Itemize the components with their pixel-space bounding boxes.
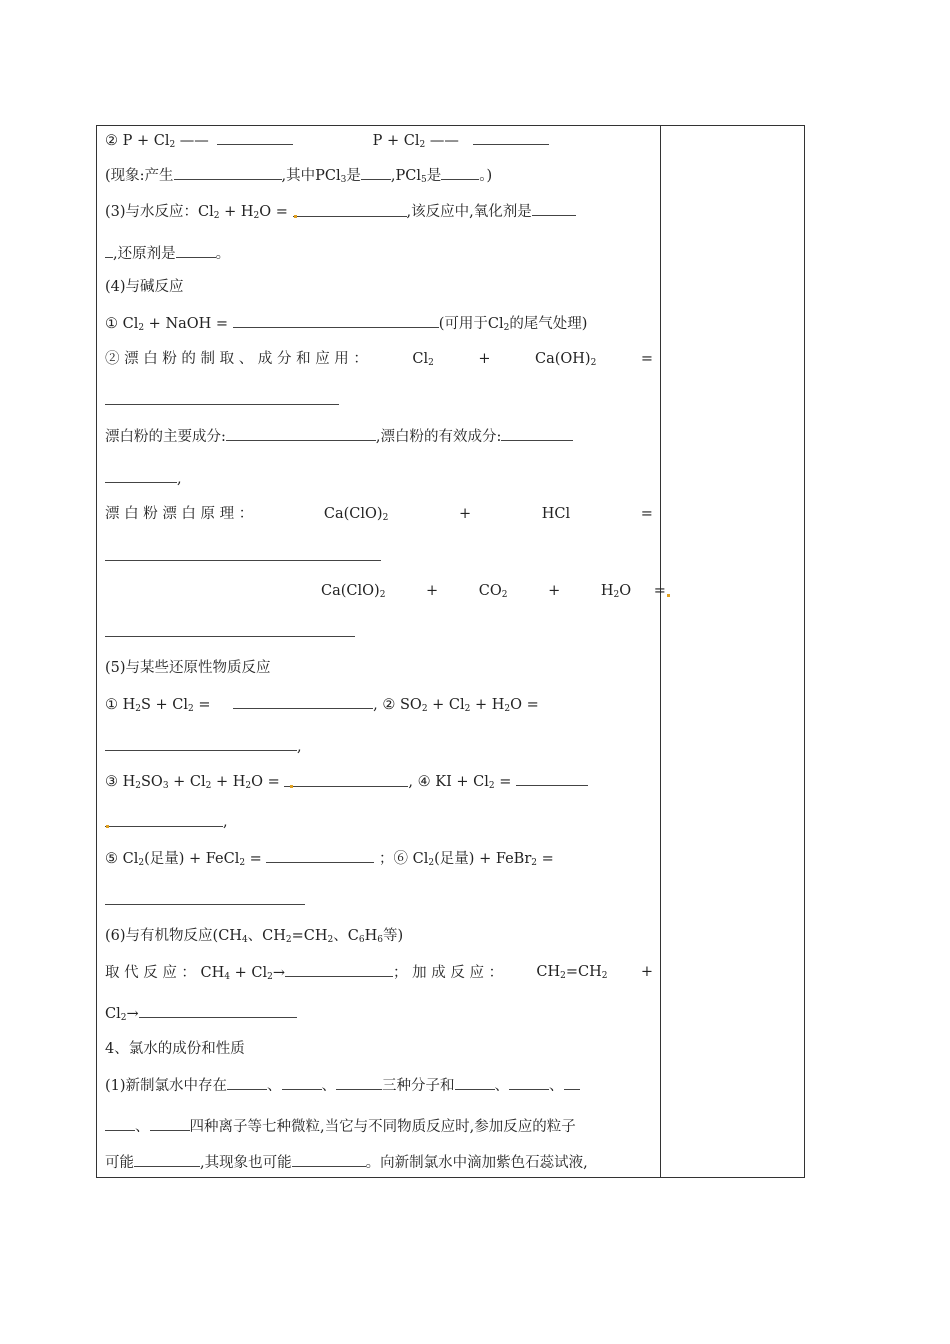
subscript: 2	[464, 704, 471, 714]
line-blank	[105, 812, 228, 832]
text: (5)与某些还原性物质反应	[105, 660, 271, 676]
text: O =	[251, 774, 285, 790]
blank[interactable]	[105, 546, 381, 561]
blank[interactable]	[282, 1075, 322, 1090]
blank[interactable]	[336, 1075, 382, 1090]
text: 。)	[479, 168, 493, 184]
text: (1)新制氯水中存在	[105, 1078, 228, 1094]
text: 等)	[383, 928, 404, 944]
text: ② P + Cl	[105, 133, 170, 149]
subscript: 2	[379, 590, 386, 600]
line-naoh	[105, 313, 587, 334]
text: Ca(ClO)	[323, 506, 383, 522]
line-substitution-addition	[105, 962, 653, 983]
subscript: 2	[135, 781, 141, 791]
blank[interactable]	[105, 1116, 135, 1131]
section-heading-organic	[105, 926, 403, 946]
text: 是	[346, 168, 361, 184]
blank[interactable]	[361, 165, 391, 180]
text: + H	[211, 774, 246, 790]
line-reductant	[105, 243, 230, 264]
line-blank	[105, 390, 339, 411]
blank[interactable]	[509, 1075, 549, 1090]
subscript: 2	[267, 972, 273, 982]
text: + NaOH =	[144, 316, 233, 332]
blank[interactable]	[285, 962, 393, 977]
text: H	[364, 928, 378, 944]
text: , ② SO	[373, 697, 422, 713]
line-litmus	[105, 1152, 588, 1173]
text: 漂 白 粉 漂 白 原 理 ：	[105, 506, 254, 522]
subscript: 2	[428, 858, 435, 868]
arrow: →	[272, 965, 286, 981]
blank[interactable]	[455, 1075, 495, 1090]
blank[interactable]	[105, 622, 355, 637]
blank[interactable]	[441, 165, 479, 180]
blank[interactable]	[105, 812, 223, 827]
text: + H	[219, 204, 254, 220]
blank[interactable]	[516, 771, 588, 786]
blank[interactable]	[233, 694, 373, 709]
text: O =	[259, 204, 293, 220]
text: ,其现象也可能	[200, 1155, 292, 1171]
text: 四种离子等七种微粒,当它与不同物质反应时,参加反应的粒子	[189, 1119, 576, 1135]
text: + H	[470, 697, 505, 713]
text: Cl	[105, 1006, 121, 1022]
text: 4、氯水的成份和性质	[105, 1041, 245, 1057]
subscript: 2	[169, 140, 176, 150]
text: 、	[494, 1078, 510, 1094]
subscript: 2	[188, 704, 194, 714]
subscript: 2	[503, 323, 510, 333]
subscript: 3	[340, 175, 347, 185]
blank[interactable]	[292, 1152, 366, 1167]
text: 、	[321, 1078, 337, 1094]
subscript: 2	[120, 1013, 127, 1023]
subscript: 2	[613, 590, 620, 600]
text: 、	[549, 1078, 564, 1094]
text: =CH	[291, 928, 328, 944]
text: CH	[536, 964, 561, 980]
blank[interactable]	[564, 1075, 580, 1090]
text: =	[245, 851, 267, 867]
line-cl2-arrow	[105, 1003, 297, 1024]
text: ,其中PCl	[281, 168, 341, 184]
text: ⑤ Cl	[105, 851, 139, 867]
subscript: 2	[419, 140, 426, 150]
subscript: 2	[428, 358, 434, 368]
blank[interactable]	[284, 772, 408, 787]
column-divider	[660, 126, 661, 1177]
section-heading-reducing	[105, 658, 271, 678]
blank[interactable]	[217, 130, 293, 145]
subscript: 2	[501, 590, 508, 600]
subscript: 2	[531, 858, 537, 868]
text: +	[478, 351, 491, 367]
subscript: 5	[421, 175, 427, 185]
text: 、CH	[247, 928, 286, 944]
subscript: 2	[245, 781, 252, 791]
subscript: 2	[205, 781, 212, 791]
blank[interactable]	[105, 243, 113, 258]
text: ； 加 成 反 应 ：	[393, 965, 504, 981]
blank[interactable]	[176, 243, 216, 258]
text: + Cl	[230, 965, 268, 981]
text: 可能	[105, 1155, 134, 1171]
text: 是	[426, 168, 442, 184]
blank[interactable]	[105, 890, 305, 905]
text: (6)与有机物反应(CH	[105, 928, 242, 944]
text: ——	[175, 133, 214, 149]
text: ,PCl	[390, 168, 421, 184]
text: +	[548, 583, 561, 599]
text: S + Cl	[141, 697, 189, 713]
blank[interactable]	[105, 736, 297, 751]
subscript: 6	[377, 935, 384, 945]
text: ——	[425, 133, 464, 149]
subscript: 2	[327, 935, 334, 945]
blank[interactable]	[174, 165, 282, 180]
subscript: 2	[421, 704, 428, 714]
text: (足量) + FeCl	[144, 851, 240, 867]
line-fecl2-febr2	[105, 848, 554, 869]
line-phenomenon	[105, 165, 492, 186]
subscript: 2	[239, 858, 246, 868]
text: +	[458, 506, 472, 522]
text: Ca(OH)	[535, 351, 591, 367]
line-bleach-prep	[105, 349, 653, 369]
worksheet-table	[96, 125, 805, 1178]
text: (足量) + FeBr	[434, 851, 532, 867]
subscript: 2	[213, 211, 220, 221]
text: O	[619, 583, 632, 599]
text: Cl	[412, 351, 429, 367]
text: + Cl	[427, 697, 465, 713]
blank[interactable]	[473, 130, 549, 145]
text: =	[494, 774, 517, 790]
line-water-reaction	[105, 201, 576, 222]
subscript: 2	[135, 704, 141, 714]
subscript: 2	[138, 858, 145, 868]
text: 、	[135, 1119, 150, 1135]
blank[interactable]	[150, 1116, 190, 1131]
line-blank	[105, 546, 381, 567]
line-fresh-chlorine-water	[105, 1075, 580, 1096]
text: SO	[141, 774, 163, 790]
text: CO	[478, 583, 502, 599]
line-p-cl2	[105, 130, 549, 151]
line-h2so3-ki	[105, 771, 588, 792]
subscript: 2	[488, 781, 495, 791]
text: +	[640, 964, 653, 980]
line-blank	[105, 622, 355, 643]
section-heading-base	[105, 277, 184, 297]
text: ,	[297, 739, 302, 755]
blank[interactable]	[134, 1152, 200, 1167]
text: ,漂白粉的有效成分:	[375, 429, 502, 445]
text: O =	[510, 697, 539, 713]
blank[interactable]	[139, 1003, 297, 1018]
text: ,还原剂是	[113, 246, 176, 262]
text: ② 漂 白 粉 的 制 取 、 成 分 和 应 用 ：	[105, 351, 368, 367]
blank[interactable]	[532, 201, 576, 216]
text: ① H	[105, 697, 136, 713]
text: 漂白粉的主要成分:	[105, 429, 226, 445]
line-h2s-so2	[105, 694, 539, 715]
text: 、C	[333, 928, 359, 944]
line-co2-reaction	[321, 581, 671, 601]
line-bleach-components	[105, 426, 573, 447]
text: ,	[223, 814, 228, 830]
text: 。向新制氯水中滴加紫色石蕊试液,	[365, 1155, 588, 1171]
blank[interactable]	[501, 426, 573, 441]
text: =	[193, 697, 216, 713]
text: Ca(ClO)	[321, 583, 380, 599]
arrow: →	[126, 1006, 139, 1022]
subscript: 2	[560, 971, 566, 981]
text: =	[537, 851, 554, 867]
text: ,	[177, 471, 182, 487]
line-blank	[105, 736, 302, 757]
text: ③ H	[105, 774, 136, 790]
line-blank	[105, 890, 305, 911]
text: , ④ KI + Cl	[408, 774, 489, 790]
text: 的尾气处理)	[509, 316, 588, 332]
text: =	[640, 351, 653, 367]
text: (可用于Cl	[438, 316, 504, 332]
subscript: 2	[601, 971, 608, 981]
text: 三种分子和	[382, 1078, 455, 1094]
subscript: 2	[382, 513, 389, 523]
subscript: 6	[358, 935, 365, 945]
text: (4)与碱反应	[105, 279, 184, 295]
text: H	[600, 583, 614, 599]
text: 取 代 反 应 ： CH	[105, 965, 225, 981]
text: =	[653, 583, 666, 599]
text: 、	[267, 1078, 282, 1094]
blank[interactable]	[233, 313, 439, 328]
subscript: 3	[162, 781, 169, 791]
text: P + Cl	[372, 133, 420, 149]
text: +	[426, 583, 439, 599]
text: (3)与水反应：Cl	[105, 204, 214, 220]
section-heading-chlorine-water	[105, 1039, 245, 1059]
blank[interactable]	[266, 848, 374, 863]
text: ,该反应中,氧化剂是	[406, 204, 532, 220]
subscript: 2	[253, 211, 260, 221]
blank[interactable]	[293, 202, 407, 217]
subscript: 2	[138, 323, 145, 333]
subscript: 4	[224, 972, 231, 982]
subscript: 2	[504, 704, 511, 714]
blank[interactable]	[105, 468, 177, 483]
text: =	[640, 506, 653, 522]
text: ① Cl	[105, 316, 139, 332]
blank[interactable]	[227, 1075, 267, 1090]
line-bleach-principle	[105, 504, 653, 524]
text: + Cl	[168, 774, 206, 790]
blank[interactable]	[226, 426, 376, 441]
text: 。	[215, 246, 231, 262]
blank[interactable]	[105, 390, 339, 405]
text: HCl	[541, 506, 571, 522]
subscript: 2	[590, 358, 597, 368]
subscript: 2	[285, 935, 292, 945]
text: =CH	[565, 964, 602, 980]
subscript: 4	[241, 935, 248, 945]
line-blank	[105, 468, 182, 489]
text: ；⑥ Cl	[374, 851, 429, 867]
text: (现象:产生	[105, 168, 174, 184]
line-ions	[105, 1116, 576, 1137]
